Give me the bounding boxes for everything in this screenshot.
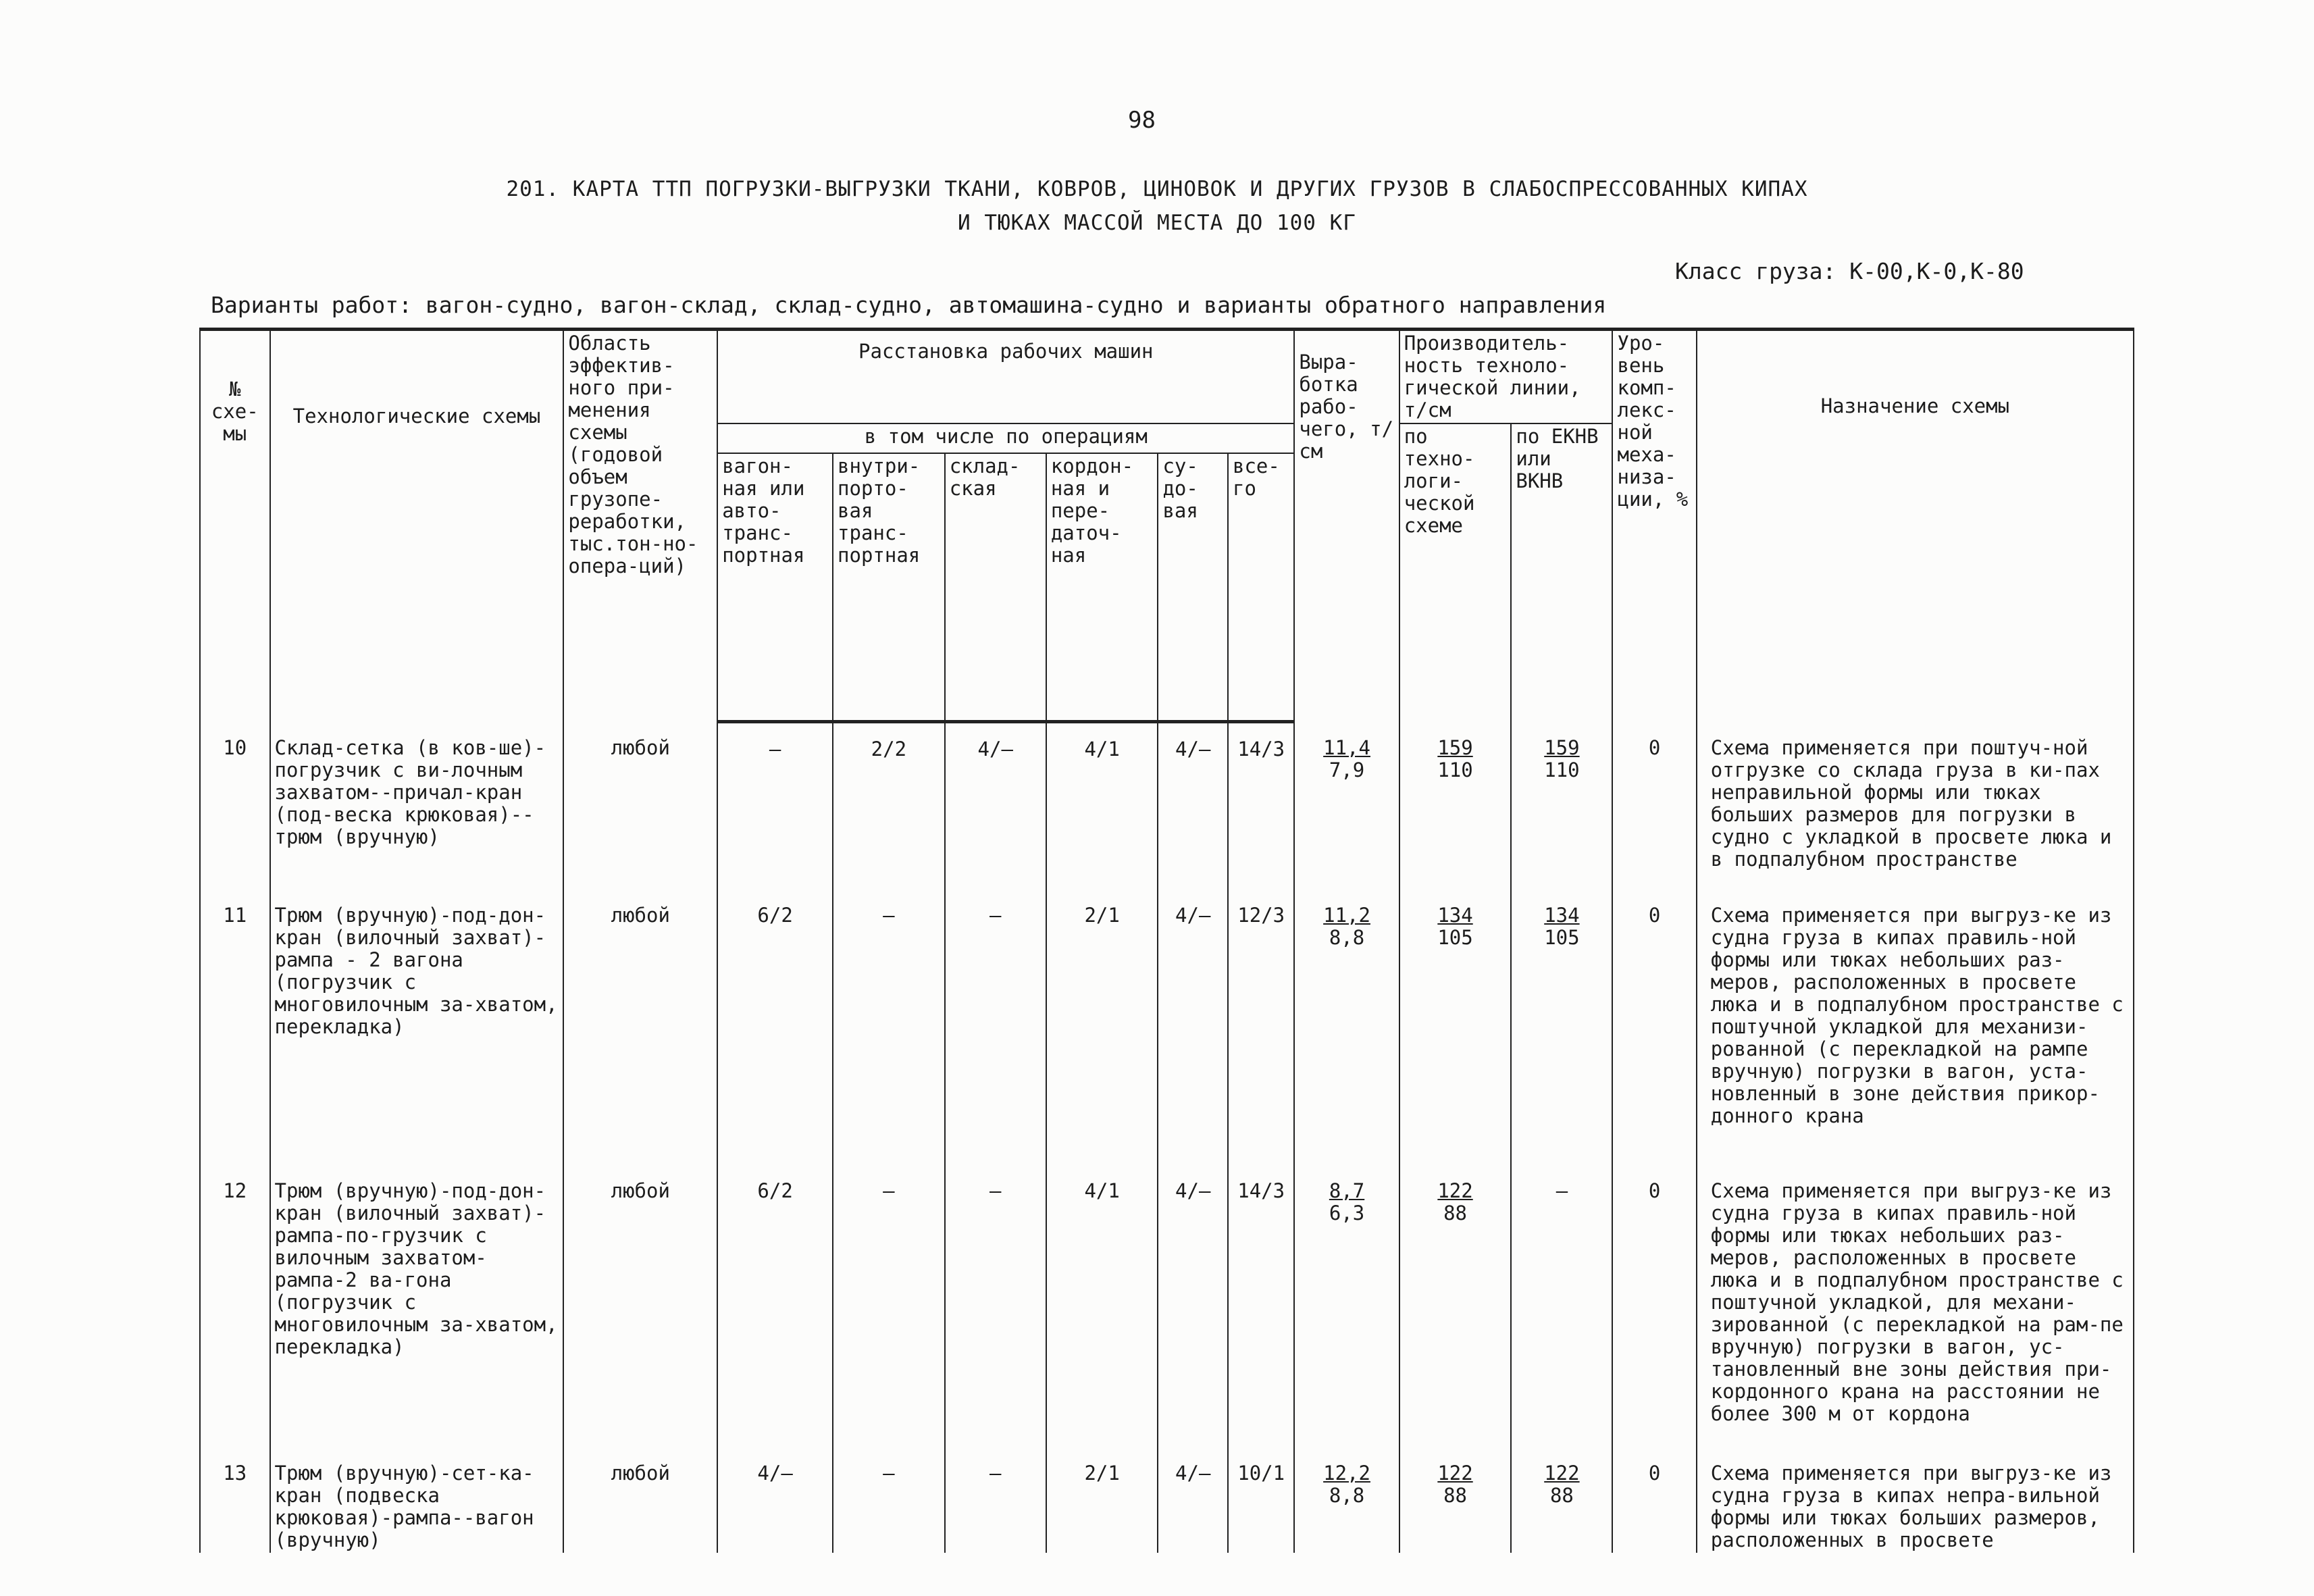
header-scheme-number: № схе-мы [200,330,270,722]
prod-numerator: 159 [1437,736,1473,759]
op-intraport: 2/2 [833,722,945,890]
scheme-purpose: Схема применяется при выгруз-ке из судна груза в кипах непра-вильной формы или тюках больших размеров, расположенных в просвете [1697,1447,2134,1553]
prod-by-scheme [1399,1447,1512,1553]
scheme-number: 12 [200,1165,270,1447]
output-numerator: 11,2 [1323,903,1370,927]
op-intraport: – [833,1165,945,1447]
op-ship: 4/– [1158,1165,1228,1447]
scheme-description: Склад-сетка (в ков-ше)-погрузчик с ви-лочным захватом--причал-кран (под-веска крюковая)--трюм (вручную) [270,722,564,890]
eknv-denominator: 110 [1544,758,1580,781]
header-worker-output: Выра-ботка рабо-чего, т/см [1294,330,1399,722]
prod-numerator: 122 [1437,1461,1473,1485]
op-total: 14/3 [1228,722,1294,890]
header-prod-by-eknv: по ЕКНВ или ВКНВ [1511,423,1612,722]
work-variants: Варианты работ: вагон-судно, вагон-склад, склад-судно, автомашина-судно и варианты обратного направления [211,292,1607,318]
op-ship: 4/– [1158,1447,1228,1553]
prod-denominator: 88 [1443,1483,1467,1507]
header-op-kordon: кордон-ная и пере-даточ-ная [1046,453,1158,722]
op-kordon: 2/1 [1046,1447,1158,1553]
op-total: 12/3 [1228,890,1294,1165]
output-denominator: 7,9 [1329,758,1365,781]
op-warehouse: – [945,890,1046,1165]
table-row [200,722,2134,890]
op-warehouse: – [945,1447,1046,1553]
technology-map-table [199,328,2134,1553]
application-area: любой [563,1447,717,1553]
output-denominator: 8,8 [1329,925,1365,949]
application-area: любой [563,1165,717,1447]
scheme-description: Трюм (вручную)-сет-ка-кран (подвеска крюковая)-рампа--вагон (вручную) [270,1447,564,1553]
output-denominator: 6,3 [1329,1201,1365,1225]
eknv-denominator: 88 [1549,1483,1574,1507]
header-prod-by-scheme: по техно-логи-ческой схеме [1399,423,1512,722]
output-numerator: 11,4 [1323,736,1370,759]
prod-denominator: 105 [1437,925,1473,949]
prod-by-scheme [1399,1165,1512,1447]
page-number: 98 [1128,107,1156,134]
prod-denominator: 110 [1437,758,1473,781]
header-scheme-purpose: Назначение схемы [1697,330,2134,722]
op-kordon: 4/1 [1046,1165,1158,1447]
op-ship: 4/– [1158,722,1228,890]
scheme-number: 13 [200,1447,270,1553]
prod-by-eknv: – [1511,1165,1612,1447]
op-total: 14/3 [1228,1165,1294,1447]
table-row [200,1447,2134,1553]
scheme-description: Трюм (вручную)-под-дон-кран (вилочный захват)-рампа - 2 вагона (погрузчик с многовилочным за-хватом, перекладка) [270,890,564,1165]
eknv-numerator: 159 [1544,736,1580,759]
table-row [200,890,2134,1165]
prod-by-eknv [1511,722,1612,890]
header-line-productivity: Производитель-ность техноло-гической линии, т/см [1399,330,1613,424]
output-denominator: 8,8 [1329,1483,1365,1507]
scheme-purpose: Схема применяется при поштуч-ной отгрузке со склада груза в ки-пах неправильной формы или тюках больших размеров для погрузки в судно с укладкой в просвете люка и в подпалубном пространстве [1697,722,2134,890]
worker-output [1294,1447,1399,1553]
scheme-description: Трюм (вручную)-под-дон-кран (вилочный захват)-рампа-по-грузчик с вилочным захватом-рампа-2 ва-гона (погрузчик с многовилочным за-хватом, перекладка) [270,1165,564,1447]
scheme-number: 10 [200,722,270,890]
op-total: 10/1 [1228,1447,1294,1553]
op-warehouse: – [945,1165,1046,1447]
scheme-number: 11 [200,890,270,1165]
output-numerator: 12,2 [1323,1461,1370,1485]
mechanization-level: 0 [1612,1165,1696,1447]
prod-denominator: 88 [1443,1201,1467,1225]
prod-by-eknv [1511,1447,1612,1553]
header-op-total: все-го [1228,453,1294,722]
prod-by-eknv [1511,890,1612,1165]
op-wagon: – [717,722,833,890]
op-intraport: – [833,1447,945,1553]
prod-by-scheme [1399,722,1512,890]
header-op-ship: су-до-вая [1158,453,1228,722]
header-application-area: Область эффектив-ного при-менения схемы (годовой объем грузопе-реработки, тыс.тон-но-опера-ций) [563,330,717,722]
application-area: любой [563,890,717,1165]
worker-output [1294,722,1399,890]
mechanization-level: 0 [1612,1447,1696,1553]
header-op-warehouse: склад-ская [945,453,1046,722]
header-machine-placement: Расстановка рабочих машин [717,330,1294,424]
scheme-purpose: Схема применяется при выгруз-ке из судна груза в кипах правиль-ной формы или тюках небольших раз-меров, расположенных в просвете люка и в подпалубном пространстве с поштучной укладкой, для механи-зированной (с перекладкой на рам-пе вручную) погрузки в вагон, ус-тановленный вне зоны действия при-кордонного крана на расстоянии не более 300 м от кордона [1697,1165,2134,1447]
op-wagon: 6/2 [717,1165,833,1447]
scheme-purpose: Схема применяется при выгруз-ке из судна груза в кипах правиль-ной формы или тюках небольших раз-меров, расположенных в просвете люка и в подпалубном пространстве с поштучной укладкой для механизи-рованной (с перекладкой на рампе вручную) погрузки в вагон, уста-новленный в зоне действия прикор-донного крана [1697,890,2134,1165]
header-op-wagon: вагон-ная или авто-транс-портная [717,453,833,722]
header-by-operations: в том числе по операциям [717,423,1294,453]
prod-numerator: 134 [1437,903,1473,927]
cargo-class: Класс груза: К-00,К-0,К-80 [1675,258,2024,284]
eknv-denominator: 105 [1544,925,1580,949]
document-title-line-2: И ТЮКАХ МАССОЙ МЕСТА ДО 100 КГ [958,211,1356,235]
op-wagon: 4/– [717,1447,833,1553]
eknv-numerator: 134 [1544,903,1580,927]
op-ship: 4/– [1158,890,1228,1165]
op-wagon: 6/2 [717,890,833,1165]
mechanization-level: 0 [1612,890,1696,1165]
eknv-numerator: 122 [1544,1461,1580,1485]
worker-output [1294,1165,1399,1447]
op-kordon: 2/1 [1046,890,1158,1165]
mechanization-level: 0 [1612,722,1696,890]
op-intraport: – [833,890,945,1165]
output-numerator: 8,7 [1329,1179,1365,1202]
prod-numerator: 122 [1437,1179,1473,1202]
prod-by-scheme [1399,890,1512,1165]
header-op-intraport: внутри-порто-вая транс-портная [833,453,945,722]
op-warehouse: 4/– [945,722,1046,890]
document-title-line-1: 201. КАРТА ТТП ПОГРУЗКИ-ВЫГРУЗКИ ТКАНИ, КОВРОВ, ЦИНОВОК И ДРУГИХ ГРУЗОВ В СЛАБОСПРЕССОВАННЫХ КИПАХ [506,177,1808,201]
header-mechanization-level: Уро-вень комп-лекс-ной меха-низа-ции, % [1612,330,1696,722]
worker-output [1294,890,1399,1165]
header-technological-schemes: Технологические схемы [270,330,564,722]
application-area: любой [563,722,717,890]
table-row [200,1165,2134,1447]
op-kordon: 4/1 [1046,722,1158,890]
